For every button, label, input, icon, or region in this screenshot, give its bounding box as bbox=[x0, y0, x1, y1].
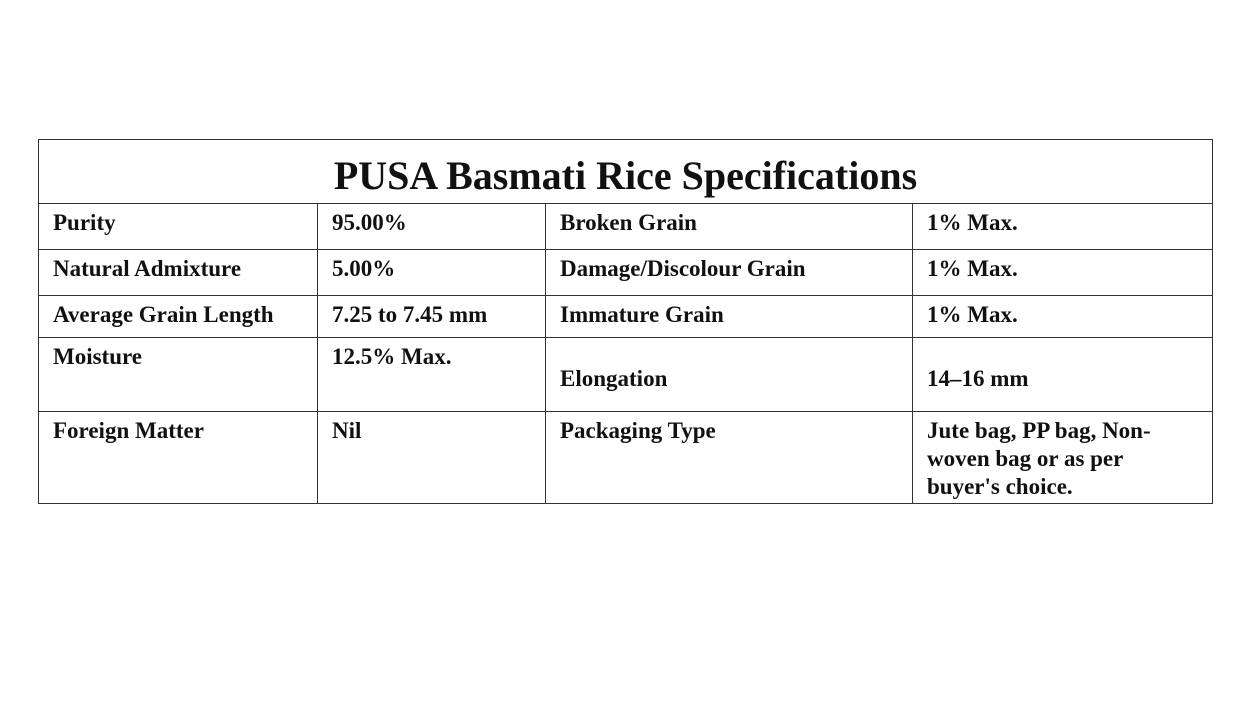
table-title-row bbox=[39, 140, 1213, 204]
spec-label: Natural Admixture bbox=[39, 250, 318, 296]
spec-label: Average Grain Length bbox=[39, 296, 318, 338]
spec-label: Foreign Matter bbox=[39, 412, 318, 504]
spec-label: Packaging Type bbox=[546, 412, 913, 504]
spec-value: Nil bbox=[318, 412, 546, 504]
spec-value: 1% Max. bbox=[913, 204, 1213, 250]
table-row bbox=[39, 412, 1213, 504]
spec-value: 1% Max. bbox=[913, 250, 1213, 296]
table-title: PUSA Basmati Rice Specifications bbox=[39, 140, 1213, 204]
spec-label: Broken Grain bbox=[546, 204, 913, 250]
spec-label: Moisture bbox=[39, 338, 318, 412]
spec-value: 95.00% bbox=[318, 204, 546, 250]
spec-label: Immature Grain bbox=[546, 296, 913, 338]
spec-value: 12.5% Max. bbox=[318, 338, 546, 412]
spec-value: 5.00% bbox=[318, 250, 546, 296]
spec-value: Jute bag, PP bag, Non-woven bag or as per buyer's choice. bbox=[913, 412, 1213, 504]
spec-label: Damage/Discolour Grain bbox=[546, 250, 913, 296]
spec-value: 1% Max. bbox=[913, 296, 1213, 338]
table-row bbox=[39, 250, 1213, 296]
spec-value: 14–16 mm bbox=[913, 338, 1213, 412]
spec-label: Elongation bbox=[546, 338, 913, 412]
table-row bbox=[39, 338, 1213, 412]
spec-value: 7.25 to 7.45 mm bbox=[318, 296, 546, 338]
table-row bbox=[39, 296, 1213, 338]
table-row bbox=[39, 204, 1213, 250]
specifications-table bbox=[38, 139, 1213, 504]
spec-label: Purity bbox=[39, 204, 318, 250]
